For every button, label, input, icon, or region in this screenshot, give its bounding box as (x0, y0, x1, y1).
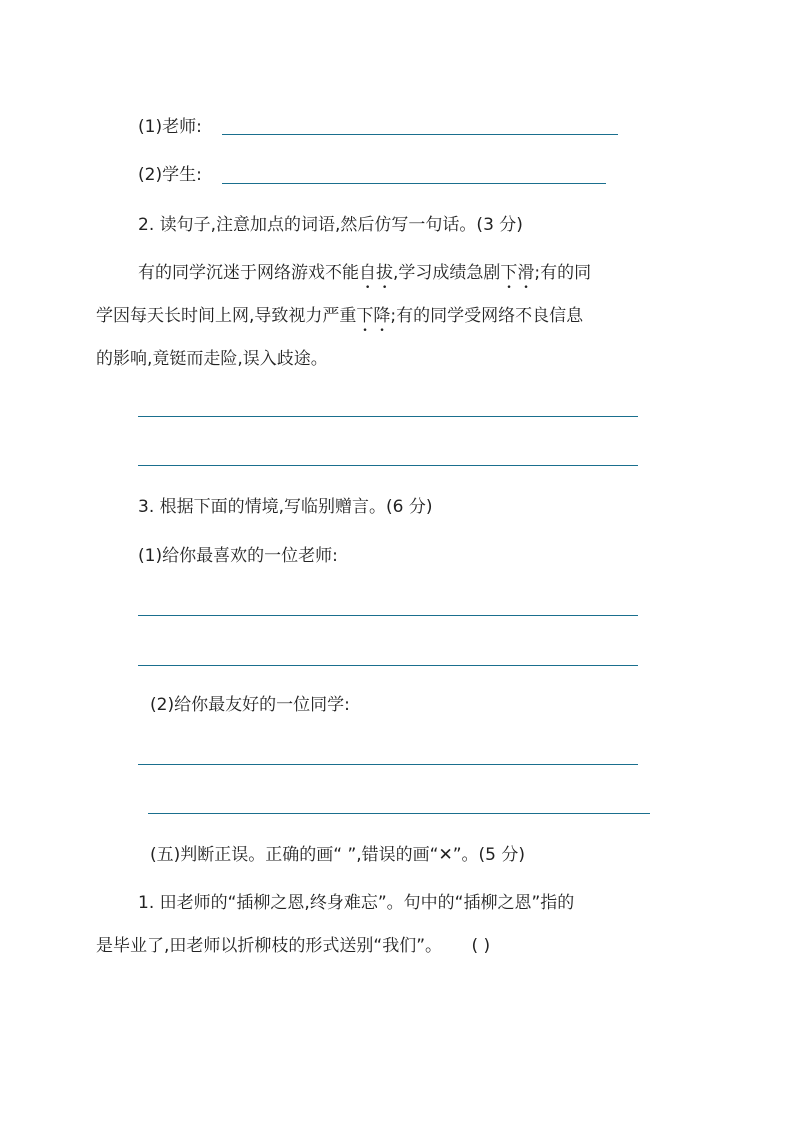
q2-passage-line-1 (138, 262, 591, 293)
q2-passage-line-3: 的影响,竟铤而走险,误入歧途。 (96, 349, 328, 369)
q3-sub1-answer-line-2[interactable] (138, 665, 638, 666)
answer-parentheses[interactable]: ( ) (471, 936, 491, 956)
q3-sub2-answer-line-2[interactable] (148, 813, 650, 814)
q1-teacher-label: (1)老师: (138, 117, 202, 137)
q2-text: 学因每天长时间上网,导致视力严重 (96, 306, 357, 326)
q1-student-label: (2)学生: (138, 165, 202, 185)
dotted-word: 下滑 (500, 263, 535, 283)
q1-teacher-answer-line[interactable] (222, 134, 618, 135)
q2-text: ;有的同学受网络不良信息 (390, 306, 584, 326)
part5-heading: (五)判断正误。正确的画“ ”,错误的画“✕”。(5 分) (150, 845, 526, 865)
q3-sub1-label: (1)给你最喜欢的一位老师: (138, 546, 338, 566)
q2-answer-line-2[interactable] (138, 465, 638, 466)
q2-text: ,学习成绩急剧 (393, 263, 501, 283)
q2-text: ;有的同 (534, 263, 592, 283)
part5-q1-line-1: 1. 田老师的“插柳之恩,终身难忘”。句中的“插柳之恩”指的 (138, 893, 575, 913)
part5-q1-text: 是毕业了,田老师以折柳枝的形式送别“我们”。 (96, 936, 443, 956)
q2-title: 2. 读句子,注意加点的词语,然后仿写一句话。(3 分) (138, 215, 523, 235)
dotted-word: 下降 (356, 306, 391, 326)
part5-q1-line-2 (96, 935, 490, 957)
q2-answer-line-1[interactable] (138, 416, 638, 417)
q2-passage-line-2 (96, 305, 583, 336)
dotted-word: 自拔 (359, 263, 393, 283)
q3-title: 3. 根据下面的情境,写临别赠言。(6 分) (138, 497, 433, 517)
q1-student-answer-line[interactable] (222, 183, 606, 184)
q2-text: 有的同学沉迷于网络游戏不能 (138, 263, 359, 283)
q3-sub2-answer-line-1[interactable] (138, 764, 638, 765)
q3-sub1-answer-line-1[interactable] (138, 615, 638, 616)
q3-sub2-label: (2)给你最友好的一位同学: (150, 695, 350, 715)
